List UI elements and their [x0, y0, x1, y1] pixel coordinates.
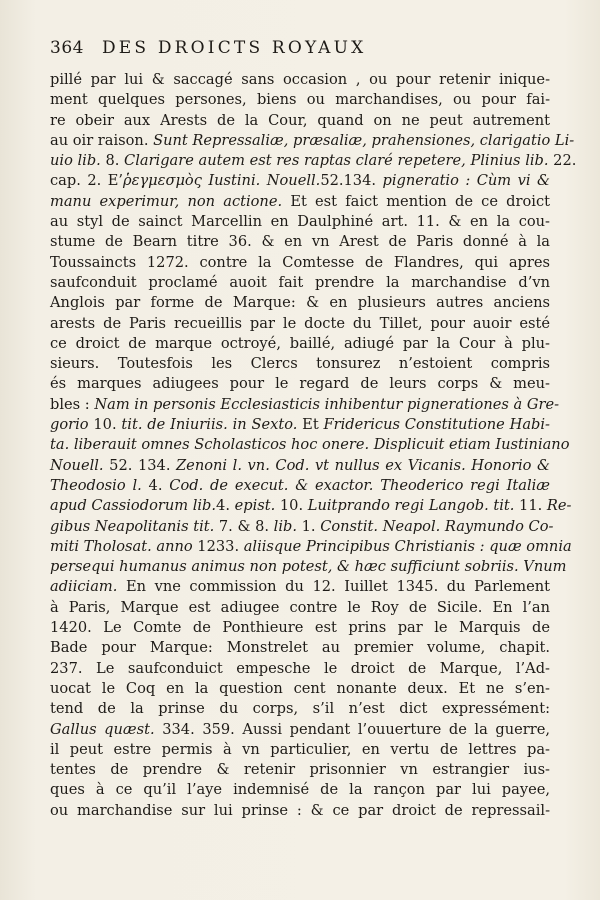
text-line: [50, 212, 550, 232]
text-line: [50, 70, 550, 90]
text-line: [50, 740, 550, 760]
text-line: [50, 395, 560, 415]
text-line: [50, 334, 550, 354]
text-segment: cap. 2. E’: [50, 172, 124, 190]
italic-segment: gorio: [50, 416, 89, 434]
italic-segment: pigneratio : Cùm vi &: [382, 172, 551, 190]
italic-segment: lib.: [273, 517, 297, 535]
italic-segment: manu experimur, non actione.: [50, 192, 283, 210]
italic-segment: adiiciam.: [50, 578, 118, 596]
text-segment: Bade pour Marque: Monstrelet au premier volume, chapit.: [50, 639, 550, 657]
italic-segment: tit. de Iniuriis. in Sexto.: [121, 416, 298, 434]
text-line: [50, 476, 550, 496]
text-segment: au oir raison.: [50, 131, 154, 149]
text-segment: ment quelques persones, biens ou marchandises, ou pour fai-: [50, 91, 550, 109]
text-segment: 7. & 8.: [214, 517, 274, 535]
italic-segment: Iustini. Nouell.: [208, 172, 321, 190]
text-segment: à Paris, Marque est adiugee contre le Roy de Sicile. En l’an: [50, 598, 550, 616]
italic-segment: Sunt Repressaliæ, præsaliæ, prahensiones, clarigatio Li-: [153, 131, 575, 149]
text-segment: Et: [297, 416, 324, 434]
page-number: 364: [50, 38, 84, 58]
italic-segment: aliisque Principibus Christianis : quæ omnia: [243, 537, 572, 555]
italic-segment: epist.: [234, 497, 276, 515]
text-line: [50, 618, 550, 638]
text-line: [50, 638, 550, 658]
text-line: [50, 760, 550, 780]
italic-segment: Zenoni l. vn. Cod. vt nullus ex Vicanis. Honorio &: [176, 456, 551, 474]
text-line: [50, 293, 550, 313]
italic-segment: Gallus quæst.: [50, 720, 155, 738]
text-segment: uocat le Coq en la question cent nonante deux. Et ne s’en-: [50, 679, 550, 697]
text-segment: il peut estre permis à vn particulier, en vertu de lettres pa-: [50, 740, 550, 758]
page-header: [50, 38, 550, 68]
italic-segment: apud Cassiodorum lib.: [50, 497, 217, 515]
text-line: [50, 171, 550, 191]
italic-segment: gibus Neapolitanis tit.: [50, 517, 215, 535]
text-segment: saufconduit proclamé auoit fait prendre la marchandise d’vn: [50, 273, 550, 291]
text-segment: Et est faict mention de ce droict: [282, 192, 550, 210]
italic-segment: persequi humanus animus non potest, & hæc sufficiunt sobriis. Vnum: [50, 558, 567, 576]
text-line: [50, 456, 550, 476]
text-line: [50, 517, 554, 537]
text-segment: ou marchandise sur lui prinse : & ce par droict de repressail-: [50, 801, 550, 819]
text-segment: és marques adiugees pour le regard de leurs corps & meu-: [50, 375, 550, 393]
text-segment: 10.: [88, 416, 122, 434]
text-segment: re obeir aux Arests de la Cour, quand on ne peut autrement: [50, 111, 550, 129]
italic-segment: Nouell.: [50, 456, 104, 474]
text-segment: Anglois par forme de Marque: & en plusieurs autres anciens: [50, 294, 550, 312]
text-segment: Toussaincts 1272. contre la Comtesse de Flandres, qui apres: [50, 253, 550, 271]
italic-segment: Luitprando regi Langob. tit.: [307, 497, 515, 515]
body-text: [50, 70, 577, 821]
text-segment: ce droict de marque octroyé, baillé, adiugé par la Cour à plu-: [50, 334, 550, 352]
text-line: [50, 557, 567, 577]
italic-segment: miti Tholosat. anno: [50, 537, 193, 555]
text-line: [50, 537, 572, 557]
text-line: [50, 801, 550, 821]
text-line: [50, 273, 550, 293]
text-segment: sieurs. Toutesfois les Clercs tonsurez n’estoient compris: [50, 355, 550, 373]
text-segment: bles :: [50, 395, 95, 413]
text-line: [50, 720, 550, 740]
text-segment: 4.: [216, 497, 235, 515]
text-line: [50, 577, 550, 597]
text-segment: 1420. Le Comte de Ponthieure est prins par le Marquis de: [50, 619, 550, 637]
text-segment: 4.: [141, 476, 170, 494]
text-line: [50, 699, 550, 719]
text-segment: 334. 359. Aussi pendant l’ouuerture de la guerre,: [154, 720, 551, 738]
text-line: [50, 659, 550, 679]
text-segment: 11.: [514, 497, 547, 515]
text-line: [50, 111, 550, 131]
text-segment: au styl de sainct Marcellin en Daulphiné art. 11. & en la cou-: [50, 213, 550, 231]
text-segment: stume de Bearn titre 36. & en vn Arest de Paris donné à la: [50, 233, 550, 251]
text-segment: tentes de prendre & retenir prisonnier vn estrangier ius-: [50, 761, 550, 779]
text-line: [50, 679, 550, 699]
text-segment: 52.134.: [320, 172, 383, 190]
italic-segment: Clarigare autem est res raptas claré repetere, Plinius lib.: [124, 152, 554, 170]
text-line: [50, 435, 570, 455]
italic-segment: Re-: [546, 497, 572, 515]
text-segment: 52. 134.: [103, 456, 177, 474]
italic-segment: Cod. de execut. & exactor. Theoderico regi Italiæ: [169, 476, 550, 494]
text-line: [50, 354, 550, 374]
running-head: DES DROICTS ROYAUX: [101, 38, 367, 58]
italic-segment: Nam in personis Ecclesiasticis inhibentur pignerationes à Gre-: [94, 395, 560, 413]
text-segment: 8.: [105, 152, 125, 170]
italic-segment: Constit. Neapol. Raymundo Co-: [320, 517, 554, 535]
text-line: [50, 253, 550, 273]
text-line: [50, 496, 572, 516]
text-line: [50, 131, 575, 151]
text-segment: 10.: [275, 497, 308, 515]
text-segment: 22.: [553, 152, 577, 170]
text-line: [50, 192, 550, 212]
text-line: [50, 314, 550, 334]
text-line: [50, 415, 550, 435]
text-segment: ques à ce qu’il l’aye indemnisé de la rançon par lui payee,: [50, 781, 550, 799]
text-segment: 1.: [296, 517, 321, 535]
italic-segment: Fridericus Constitutione Habi-: [323, 416, 550, 434]
text-segment: arests de Paris recueillis par le docte du Tillet, pour auoir esté: [50, 314, 550, 332]
italic-segment: uio lib.: [50, 152, 106, 170]
text-segment: En vne commission du 12. Iuillet 1345. du Parlement: [117, 578, 550, 596]
italic-segment: ta. liberauit omnes Scholasticos hoc onere. Displicuit etiam Iustiniano: [50, 436, 570, 454]
text-segment: 1233.: [192, 537, 244, 555]
text-line: [50, 151, 577, 171]
text-line: [50, 374, 550, 394]
text-line: [50, 598, 550, 618]
italic-segment: Theodosio l.: [50, 476, 142, 494]
text-line: [50, 90, 550, 110]
text-line: [50, 780, 550, 800]
italic-segment: ῥεγμεσμὸς: [123, 172, 202, 190]
text-segment: 237. Le saufconduict empesche le droict de Marque, l’Ad-: [50, 659, 550, 677]
text-segment: pillé par lui & saccagé sans occasion , ou pour retenir inique-: [50, 71, 550, 88]
text-segment: tend de la prinse du corps, s’il n’est dict expressément:: [50, 700, 550, 718]
text-line: [50, 232, 550, 252]
